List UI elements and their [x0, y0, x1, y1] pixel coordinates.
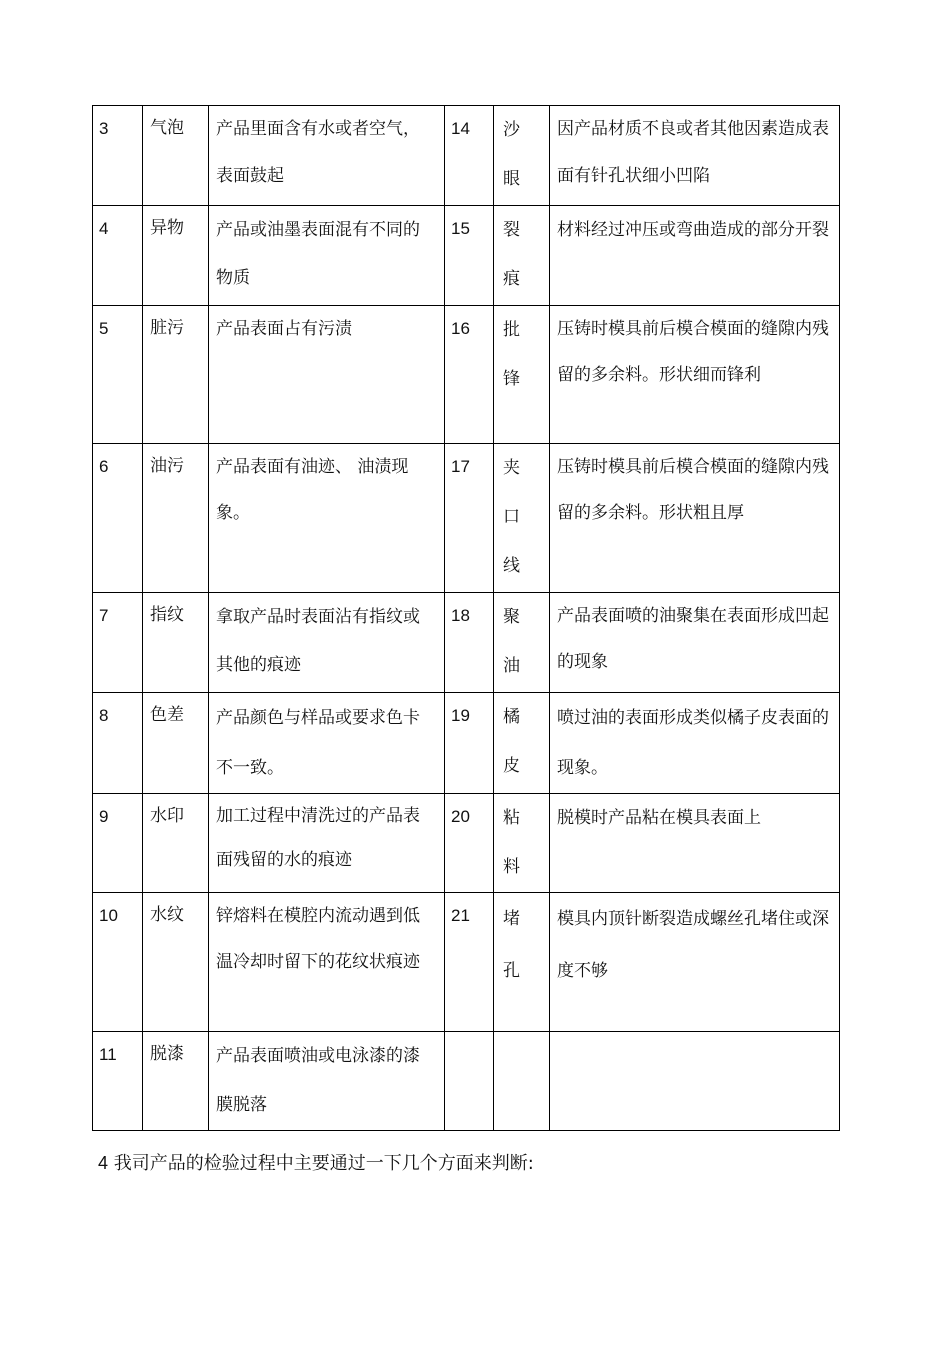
defect-number: 15 [445, 206, 494, 306]
defect-description: 材料经过冲压或弯曲造成的部分开裂 [550, 206, 840, 306]
table-row [93, 206, 840, 306]
defect-description: 加工过程中清洗过的产品表面残留的水的痕迹 [209, 794, 445, 893]
section-number: 4 [98, 1153, 109, 1173]
defect-description: 产品表面喷油或电泳漆的漆膜脱落 [209, 1032, 445, 1131]
defect-description: 产品颜色与样品或要求色卡不一致。 [209, 693, 445, 794]
defect-description: 锌熔料在模腔内流动遇到低温冷却时留下的花纹状痕迹 [209, 893, 445, 1032]
defect-description [550, 1032, 840, 1131]
defect-name: 夹 口 线 [494, 444, 550, 593]
defect-name: 油污 [143, 444, 209, 593]
defect-number [445, 1032, 494, 1131]
table-row [93, 306, 840, 444]
defect-description: 产品表面占有污渍 [209, 306, 445, 444]
section-text: 我司产品的检验过程中主要通过一下几个方面来判断: [113, 1153, 534, 1174]
defect-description: 拿取产品时表面沾有指纹或其他的痕迹 [209, 593, 445, 693]
defect-description: 脱模时产品粘在模具表面上 [550, 794, 840, 893]
defect-name: 堵 孔 [494, 893, 550, 1032]
defect-name: 裂 痕 [494, 206, 550, 306]
defect-number: 6 [93, 444, 143, 593]
table-row [93, 1032, 840, 1131]
defect-number: 19 [445, 693, 494, 794]
defect-name: 聚 油 [494, 593, 550, 693]
defect-name: 气泡 [143, 106, 209, 206]
table-row [93, 444, 840, 593]
defect-description: 产品里面含有水或者空气，表面鼓起 [209, 106, 445, 206]
defect-name: 水纹 [143, 893, 209, 1032]
defect-name: 沙 眼 [494, 106, 550, 206]
defect-number: 8 [93, 693, 143, 794]
table-row [93, 693, 840, 794]
defect-description: 产品表面喷的油聚集在表面形成凹起的现象 [550, 593, 840, 693]
defect-name: 批 锋 [494, 306, 550, 444]
defect-name: 色差 [143, 693, 209, 794]
section-heading [98, 1149, 534, 1175]
defect-name: 水印 [143, 794, 209, 893]
defect-number: 4 [93, 206, 143, 306]
defect-description: 产品表面有油迹、 油渍现象。 [209, 444, 445, 593]
defect-number: 5 [93, 306, 143, 444]
table-row [93, 794, 840, 893]
defect-name: 异物 [143, 206, 209, 306]
defect-description: 因产品材质不良或者其他因素造成表面有针孔状细小凹陷 [550, 106, 840, 206]
defect-number: 3 [93, 106, 143, 206]
defect-number: 21 [445, 893, 494, 1032]
defect-number: 20 [445, 794, 494, 893]
defect-name: 粘 料 [494, 794, 550, 893]
defect-name: 脱漆 [143, 1032, 209, 1131]
defect-table [92, 105, 840, 1131]
defect-name: 指纹 [143, 593, 209, 693]
defect-number: 11 [93, 1032, 143, 1131]
defect-description: 压铸时模具前后模合模面的缝隙内残留的多余料。形状粗且厚 [550, 444, 840, 593]
defect-number: 17 [445, 444, 494, 593]
defect-number: 7 [93, 593, 143, 693]
defect-number: 16 [445, 306, 494, 444]
defect-number: 9 [93, 794, 143, 893]
defect-name: 脏污 [143, 306, 209, 444]
defect-description: 模具内顶针断裂造成螺丝孔堵住或深度不够 [550, 893, 840, 1032]
defect-description: 喷过油的表面形成类似橘子皮表面的现象。 [550, 693, 840, 794]
defect-name [494, 1032, 550, 1131]
defect-description: 压铸时模具前后模合模面的缝隙内残留的多余料。形状细而锋利 [550, 306, 840, 444]
defect-number: 10 [93, 893, 143, 1032]
table-row [93, 893, 840, 1032]
table-row [93, 106, 840, 206]
defect-number: 14 [445, 106, 494, 206]
defect-number: 18 [445, 593, 494, 693]
table-row [93, 593, 840, 693]
defect-description: 产品或油墨表面混有不同的物质 [209, 206, 445, 306]
defect-name: 橘 皮 [494, 693, 550, 794]
